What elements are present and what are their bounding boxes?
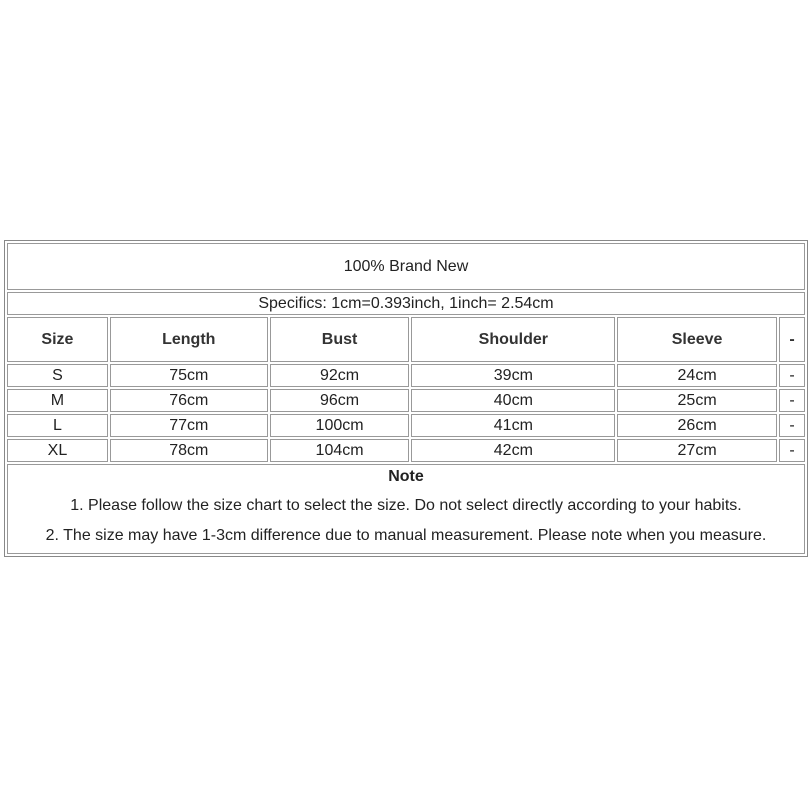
note-heading: Note xyxy=(388,468,424,485)
header-bust: Bust xyxy=(270,317,410,362)
size-chart-grid xyxy=(5,241,807,556)
cell-length: 75cm xyxy=(110,364,268,387)
header-row xyxy=(7,317,805,362)
cell-shoulder: 42cm xyxy=(411,439,615,462)
header-length: Length xyxy=(110,317,268,362)
specifics-cell: Specifics: 1cm=0.393inch, 1inch= 2.54cm xyxy=(7,292,805,315)
cell-extra: - xyxy=(779,439,805,462)
cell-extra: - xyxy=(779,389,805,412)
cell-length: 78cm xyxy=(110,439,268,462)
note-section xyxy=(7,464,805,554)
cell-length: 76cm xyxy=(110,389,268,412)
table-row xyxy=(7,389,805,412)
table-row xyxy=(7,414,805,437)
size-chart-table xyxy=(4,240,808,557)
cell-size: M xyxy=(7,389,108,412)
cell-size: S xyxy=(7,364,108,387)
cell-shoulder: 41cm xyxy=(411,414,615,437)
cell-bust: 92cm xyxy=(270,364,410,387)
table-row xyxy=(7,364,805,387)
header-shoulder: Shoulder xyxy=(411,317,615,362)
table-row xyxy=(7,439,805,462)
cell-bust: 104cm xyxy=(270,439,410,462)
note-line-1: 1. Please follow the size chart to select the size. Do not select directly according to your habits. xyxy=(70,497,742,514)
cell-size: L xyxy=(7,414,108,437)
header-extra: - xyxy=(779,317,805,362)
cell-bust: 100cm xyxy=(270,414,410,437)
header-size: Size xyxy=(7,317,108,362)
header-sleeve: Sleeve xyxy=(617,317,777,362)
cell-extra: - xyxy=(779,364,805,387)
note-line-2: 2. The size may have 1-3cm difference due to manual measurement. Please note when you measure. xyxy=(45,527,767,544)
cell-shoulder: 40cm xyxy=(411,389,615,412)
cell-shoulder: 39cm xyxy=(411,364,615,387)
cell-sleeve: 24cm xyxy=(617,364,777,387)
cell-length: 77cm xyxy=(110,414,268,437)
cell-sleeve: 26cm xyxy=(617,414,777,437)
cell-size: XL xyxy=(7,439,108,462)
cell-bust: 96cm xyxy=(270,389,410,412)
cell-sleeve: 27cm xyxy=(617,439,777,462)
title-cell: 100% Brand New xyxy=(7,243,805,290)
cell-sleeve: 25cm xyxy=(617,389,777,412)
cell-extra: - xyxy=(779,414,805,437)
